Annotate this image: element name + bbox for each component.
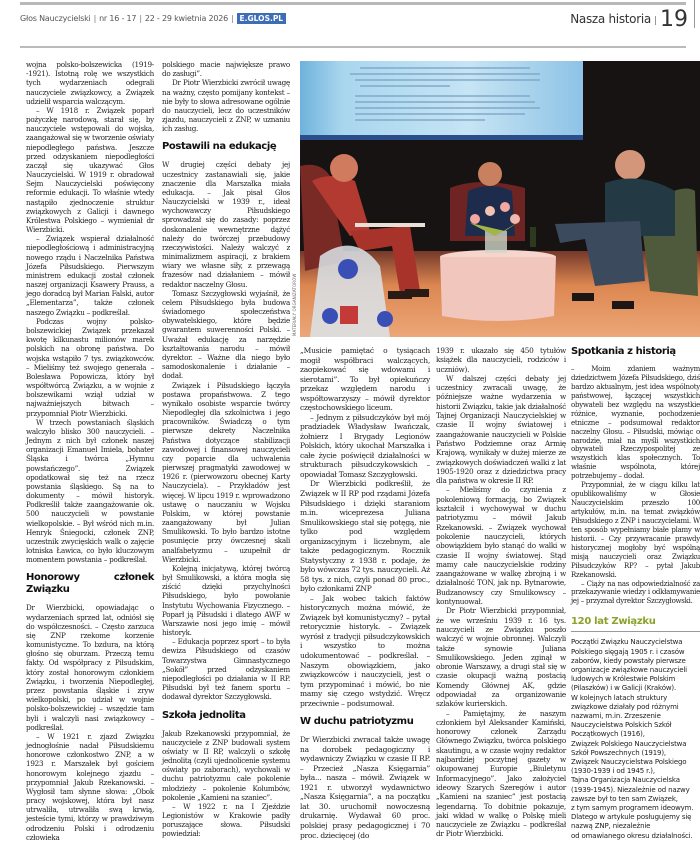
info-box-line: Tajna Organizacja Nauczycielska (1939-1945). Niezależnie od nazwy zawsze był to ten sam Związek,: [571, 776, 690, 803]
article-column-2: [162, 60, 290, 839]
projection-screen: [300, 61, 583, 139]
issue-number: nr 16 - 17: [99, 14, 137, 23]
article-column-5: [571, 346, 700, 841]
top-rule: [20, 2, 686, 5]
officer-head: [330, 154, 358, 182]
paragraph: Dr Piotr Wierzbicki zwrócił uwagę na ważny, często pomijany kontekst – nie były to słowa adresowane ogólnie do nauczycieli, lecz do uczestników zjazdu, nauczycieli z ZNP, w uznaniu ich zasług.: [162, 78, 290, 134]
header-rule: [20, 46, 686, 48]
paragraph: – Moim zdaniem ważnym dziedzictwem Józefa Piłsudskiego, dziś bardzo aktualnym, jest idea wspólnoty państwowej, łączącej wszystkich obywateli bez względu na wszystkie różnice, wyznanie, pochodzenie etniczne – podsumował redaktor naczelny Głosu. – Piłsudski, mówiąc o narodzie, miał na myśli wszystkich obywateli Rzeczypospolitej ze wszystkich klas społecznych. To właśnie wspólnota, której potrzebujemy – dodał.: [571, 365, 700, 481]
info-box-line: Początki Związku Nauczycielstwa Polskiego sięgają 1905 r. i czasów zaborów, kiedy powstały pierwsze organizacje związkowe nauczycieli ludowych w Królestwie Polskim (Pilaszków) i w Galicji (Kraków).: [571, 638, 687, 693]
paragraph: „Musicie pamiętać o tysiącach mogił współbraci walczących, zaopiekować się wdowami i sierotami”. To był opiekuńczy przekaz względem narodu i współtowarzyszy – mówił dyrektor częstochowskiego liceum.: [300, 346, 430, 413]
page-header: [20, 7, 692, 32]
paragraph: Podczas wojny polsko-bolszewickiej Związek przekazał kwotę kilkunastu milionów marek polskich na obronę państwa. Do wojska wstąpiło 7 tys. związkowców. – Mieliśmy też swojego generała – Bolesława Popowicza, który był współtwórcą Związku, a w wojnie z bolszewikami wziął udział w najważniejszych bitwach – przypomniał Piotr Wierzbicki.: [26, 316, 154, 418]
info-box-line: z tym samym programem ideowym. Dlatego w artykule posługujemy się nazwą ZNP, niezależnie: [571, 803, 694, 831]
info-box-title: 120 lat Związku: [571, 616, 656, 628]
info-box-text: [571, 638, 700, 840]
section-heading: W duchu patriotyzmu: [300, 716, 414, 728]
issue-dates: 22 - 29 kwietnia 2026: [144, 14, 229, 23]
paragraph: W trzech powstaniach śląskich walczyło blisko 300 nauczycieli. – Jednym z nich był członek naszej organizacji Emanuel Imiela, bohater Śląska i twórca „Hymnu powstańczego”. Związek opodatkował się też na rzecz powstania śląskiego. Są na to dokumenty – mówił historyk. Podkreślił także zaangażowanie ok. 500 nauczycieli w powstanie wielkopolskie. – Był wśród nich m.in. Henryk Śniegocki, członek ZNP, uczestnik zwycięskich walk o zajęcie lotniska Ławica, co było kluczowym momentem powstania – podkreślał.: [26, 417, 154, 565]
paragraph: W dalszej części debaty jej uczestnicy zwracali uwagę, że późniejsze ważne wydarzenia w historii Związku, takie jak działalność Tajnej Organizacji Nauczycielskiej w czasie II wojny światowej i zaangażowanie nauczycieli w Polskie Państwo Podziemne oraz Armię Krajową, wynikały w dużej mierze ze związkowych doświadczeń walki z lat 1905-1920 oraz z dziedzictwa pracy dla państwa w okresie II RP.: [436, 373, 566, 486]
panelist-head: [615, 150, 645, 180]
info-box-line: od omawianego okresu działalności.: [571, 831, 693, 840]
article-column-1: [26, 60, 154, 842]
paragraph: 1939 r. ukazało się 450 tytułów książek dla nauczycieli, rodziców i uczniów).: [436, 346, 566, 374]
event-photo: [300, 61, 700, 337]
section-heading: Postawili na edukację: [162, 141, 277, 153]
paragraph: – Jednym z piłsudczyków był mój pradziadek Władysław Iwańczak, żołnierz I Brygady Legionów Polskich, który ukochał Marszałka i całe życie poświęcił działalności w strukturach piłsudczykowskich – opowiadał Tomasz Szczygłowski.: [300, 412, 430, 479]
paragraph: – W 1921 r. zjazd Związku jednogłośnie nadał Piłsudskiemu honorowe członkostwo ZNP, a w 1923 r. Marszałek był gościem honorowym kolejnego zjazdu – przypomniał Jakub Rzekanowski. – Wygłosił tam słynne słowa: „Obok pracy wojskowej, która był nasz utrwaliła, utrwaliła swą krwią, jesteście tymi, którzy w prawdziwym odrodzeniu Polski i odrodzeniu człowieka: [26, 731, 154, 842]
header-meta: [20, 14, 286, 23]
header-section: [570, 7, 688, 32]
paragraph: Tomasz Szczygłowski wyjaśnił, że celem Piłsudskiego była budowa świadomego społeczeństwa obywatelskiego, które będzie gwarantem suwerenności Polski. – Uważał edukację za narzędzie kształtowania narodu – mówił dyrektor. – Ważne dla niego było samodoskonalenie i działanie – dodał.: [162, 288, 290, 381]
section-name: Nasza historia: [570, 12, 651, 26]
page-edge-rule: [694, 0, 695, 28]
info-box-line: Związek Nauczycielstwa Polskiego (1930-1939 i od 1945 r.),: [571, 757, 687, 776]
paragraph: – Edukacja poprzez sport – to była dewiza Piłsudskiego od czasów Towarzystwa Gimnastycznego „Sokół” przed odzyskaniem niepodległości po działania w II RP. Piłsudski był też fanem sportu – dodawał dyrektor Szczygłowski.: [162, 637, 290, 702]
paragraph: – Ciąży na nas odpowiedzialność za przekazywanie wiedzy i odkłamywanie jej – przyznał dyrektor Szczygłowski.: [571, 579, 700, 606]
paragraph: wojna polsko-bolszewicka (1919--1921). Istotną rolę we wszystkich tych wydarzeniach odegrali nauczyciele związkowcy, a Związek udzielił wsparcia walczącym.: [26, 60, 154, 106]
section-heading: Spotkania z historią: [571, 346, 676, 357]
paragraph: Jakub Rzekanowski przypomniał, że nauczyciele z ZNP budowali system oświaty w II RP, walczyli o szkołę jednolitą (czyli ujednolicenie systemu oświaty po zaborach), wychowali w duchu patriotyzmu całe pokolenie młodzieży – pokolenie Kolumbów, pokolenie „Kamieni na szaniec”.: [162, 728, 290, 802]
separator: |: [93, 14, 97, 23]
paragraph: – W 1918 r. Związek poparł pożyczkę narodową, starał się, by nauczyciele wstępowali do wojska, zaangażował się w tworzenie oświaty niepodległego państwa. Jeszcze przed odzyskaniem niepodległości zaczął się ukazywać Głos Nauczycielski. W 1919 r. obradował Sejm Nauczycielski poświęcony reformie edukacji. To właśnie wtedy nastąpiło zjednoczenie struktur związkowych z Galicji i dawnego Królestwa Polskiego – wymieniał dr Wierzbicki.: [26, 105, 154, 235]
paragraph: W drugiej części debaty jej uczestnicy zastanawiali się, jakie znaczenie dla Marszałka miała edukacja. – Jak pisał Głos Nauczycielski w 1939 r., ideał wychowawczy Piłsudskiego sprowadzał się do zasady: poprzez doskonalenie wewnętrzne dążyć należy do twórczej przebudowy rzeczywistości. Należy walczyć z minimalizmem aspiracji, z brakiem wiary we własne siły, z przewagą frazesów nad działaniem – mówił redaktor naczelny Głosu.: [162, 160, 290, 289]
info-box-line: W kolejnych latach struktury związkowe działały pod różnymi nazwami, m.in. Zrzeszenie Nauczycielstwa Polskich Szkół Początkowych (1916),: [571, 693, 679, 739]
paragraph: – Jak wobec takich faktów historycznych można mówić, że Związek był komunistyczny? – pytał retorycznie historyk. – Związek wyrósł z tradycji piłsudczykowskich i wszystko to można udokumentować – podkreślał. – Naszym obowiązkiem, jako związkowców i nauczycieli, jest o tym przypominać i mówić, bo nie mamy się czego wstydzić. Wręcz przeciwnie – podsumował.: [300, 593, 430, 708]
photo-credit: MATERIAŁY ORGANIZATORÓW: [292, 273, 297, 336]
paragraph: Związek i Piłsudskiego łączyła postawa propaństwowa. Z tego wynikało osobiste wsparcie twórcy Niepodległej dla szkolnictwa i jego pracowników. Świadczą o tym pierwsze dekrety Naczelnika Państwa dotyczące stabilizacji zawodowej i finansowej nauczycieli czy poparcie dla uchwalenia pierwszej pragmatyki zawodowej w 1926 r. (pierwowzoru obecnej Karty Nauczyciela). – Przykładów jest więcej. W lipcu 1919 r. wprowadzono ustawę o nauczaniu w Wojsku Polskim, w której powstanie zaangażowany był Julian Smulikowski. To było bardzo istotne posunięcie przy ówczesnej skali analfabetyzmu – uzupełnił dr Wierzbicki.: [162, 380, 290, 564]
paragraph: Kolejną inicjatywą, której twórcą był Smulikowski, a która mogła się ziścić dzięki przychylności Piłsudskiego, było powołanie Instytutu Wychowania Fizycznego. – Poparł ją Piłsudski i dlatego AWF w Warszawie nosi jego imię – mówił historyk.: [162, 563, 290, 638]
paragraph: Dr Wierzbicki, opowiadając o wydarzeniach sprzed lat, odniósł się do współczesności. – Często zarzuca się ZNP rzekome korzenie komunistyczne. To bzdura, na którą głośno się oburzam. Przeczą temu fakty. Od współpracy z Piłsudskim, który został honorowym członkiem Związku, i tworzenia Niepodległej, przez powstania śląskie i zryw wielkopolski, po udział w wojnie polsko-bolszewickiej – wszędzie tam byli i walczyli nasi związkowcy – podkreślał.: [26, 603, 154, 732]
paragraph: Dr Piotr Wierzbicki przypomniał, że we wrześniu 1939 r. 16 tys. nauczycieli ze Związku poszło walczyć w wojnie obronnej. Walczyli także synowie Juliana Smulikowskiego. Jeden zginął w obronie Warszawy, a drugi stał się w czasie okupacji ważną postacią Komendy Głównej AK, gdzie odpowiadał za organizowanie szlaków kurierskich.: [436, 606, 566, 709]
paragraph: Dr Wierzbicki zwracał także uwagę na dorobek pedagogiczny i wydawniczy Związku w czasie II RP. – Przecież „Nasza Księgarnia” była... nasza – mówił. Związek w 1921 r. utworzył wydawnictwo „Nasza Księgarnia”, a na początku lat 30. uruchomił nowoczesną drukarnię. Wydawał 60 proc. polskiej prasy pedagogicznej i 70 proc. dziecięcej (do: [300, 735, 430, 840]
website-badge[interactable]: E.GLOS.PL: [237, 13, 287, 24]
separator: |: [653, 16, 657, 26]
paragraph: polskiego macie największe prawo do zasługi”.: [162, 60, 290, 79]
paragraph: – W 1922 r. na I Zjeździe Legionistów w Krakowie padły poruszające słowa. Piłsudski powiedział:: [162, 801, 290, 839]
paragraph: Dr Wierzbicki podkreślił, że Związek w II RP pod rządami Józefa Piłsudskiego i dzięki staraniom m.in. wiceprezesa Juliana Smulikowskiego stał się potęgą, nie tylko pod względem organizacyjnym i liczebnym, ale także pedagogicznym. Rocznik Statystyczny z 1938 r. podaje, że było wówczas 72 tys. nauczycieli. Aż 58 tys. z nich, czyli ponad 80 proc., było członkami ZNP: [300, 479, 430, 594]
separator: |: [139, 14, 142, 23]
info-box: [571, 616, 700, 840]
publication-name: Głos Nauczycielski: [20, 14, 91, 23]
paragraph: – Pamiętajmy, że naszym członkiem był Aleksander Kamiński, honorowy członek Zarządu Głównego Związku, twórca polskiego skautingu, a w czasie wojny redaktor najbardziej poczytnej gazety w okupowanej Europie „Biuletynu Informacyjnego”. Jako założyciel ideowy Szarych Szeregów i autor „Kamieni na szaniec” jest postacią legendarną. To dobitnie pokazuje, jaki wkład w walkę o Polskę mieli nauczyciele ze Związku – podkreślał dr Piotr Wierzbicki.: [436, 708, 566, 839]
separator: |: [231, 14, 234, 23]
paragraph: Przypomniał, że w ciągu kilku lat opublikowaliśmy w Głosie Nauczycielskim przeszło 100 artykułów, m.in. na temat związków Piłsudskiego z ZNP i nauczycielami. W ten sposób wypełniamy białe plamy w historii. – Czy przywracanie prawdy historycznej mogłoby być wspólną misją nauczycieli oraz Związku Piłsudczyków RP? – pytał Jakub Rzekanowski.: [571, 481, 700, 579]
section-heading: Szkoła jednolita: [162, 709, 246, 721]
paragraph: – Związek wspierał działalność niepodległościową i administracyjną nowego rządu i Naczelnika Państwa Józefa Piłsudskiego. Pierwszym ministrem edukacji został członek naszej organizacji Ksawery Prauss, a jego doradcą był Marian Falski, autor „Elementarza”, także członek naszego Związku – podkreślał.: [26, 234, 154, 317]
info-box-rule: [571, 631, 700, 632]
info-box-line: Związek Polskiego Nauczycielstwa Szkół Powszechnych (1919),: [571, 739, 687, 757]
paragraph: – Mieliśmy do czynienia z pokoleniową formacją, bo Związek kształcił i wychowywał w duchu patriotyzmu – mówił Jakub Rzekanowski. – Związek wychował pokolenie nauczycieli, których obowiązkiem było stanąć do walki w czasie II wojny światowej. Stąd mamy całe nauczycielskie rodziny zaangażowane w walkę zbrojną i w działalność TON, jak np. Bytnarowie, Budzanowscy czy Smulikowscy – kontynuował.: [436, 485, 566, 607]
article-column-3: [300, 346, 430, 840]
table-lace: [440, 257, 556, 321]
panel-discussion-photo: [300, 61, 700, 337]
page-number: 19: [660, 7, 688, 32]
article-column-4: [436, 346, 566, 839]
moderator-head: [478, 162, 502, 186]
section-heading: Honorowy członek Związku: [26, 572, 154, 596]
